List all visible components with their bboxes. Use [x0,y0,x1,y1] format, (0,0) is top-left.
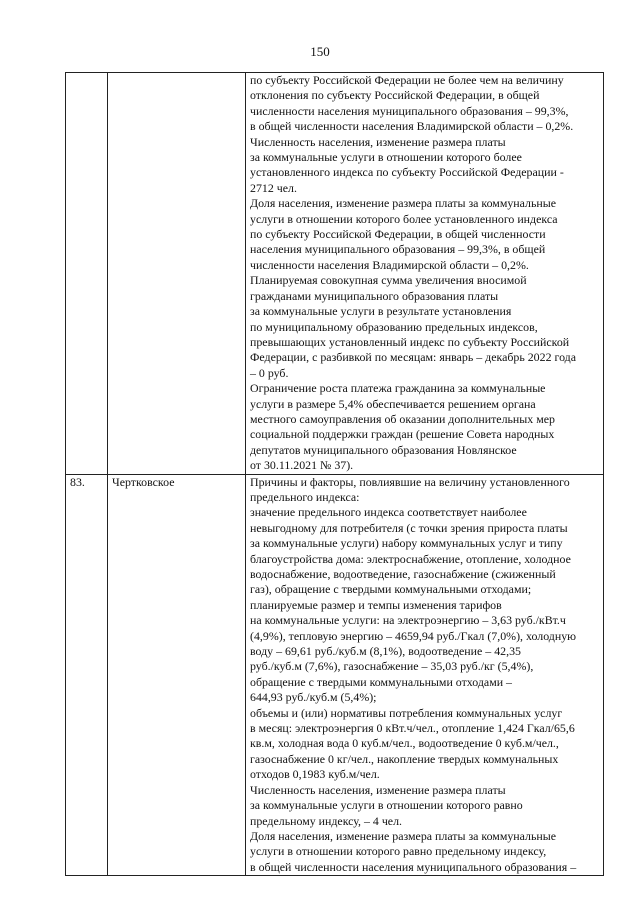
text-line: (4,9%), тепловую энергию – 4659,94 руб./Гкал (7,0%), холодную [250,628,577,643]
text-line: на коммунальные услуги: на электроэнергию – 3,63 руб./кВт.ч [250,613,566,628]
text-line: за коммунальные услуги в отношении которого более [250,150,522,165]
text-line: газ), обращение с твердыми коммунальными отходами; [250,582,532,597]
text-line: предельного индекса: [250,489,360,504]
text-line: гражданами муниципального образования платы [250,288,499,303]
description-cell [246,73,604,475]
page-number: 150 [310,44,330,59]
text-line: Численность населения, изменение размера платы [250,134,506,149]
text-line: отходов 0,1983 куб.м/чел. [250,767,380,782]
text-line: предельному индексу, – 4 чел. [250,813,402,828]
text-line: в общей численности населения муниципального образования – [250,859,577,874]
text-line: Планируемая совокупная сумма увеличения вносимой [250,273,527,288]
text-line: местного самоуправления об оказании дополнительных мер [250,411,555,426]
text-line: руб./куб.м (7,6%), газоснабжение – 35,03 руб./кг (5,4%), [250,659,534,674]
text-line: невыгодному для потребителя (с точки зрения прироста платы [250,520,568,535]
text-line: планируемые размер и темпы изменения тарифов [250,597,502,612]
row-number [66,73,108,475]
text-line: значение предельного индекса соответствует наиболее [250,505,527,520]
text-line: – 0 руб. [250,365,289,380]
text-line: по субъекту Российской Федерации не более чем на величину [250,73,564,87]
text-line: за коммунальные услуги в результате установления [250,304,512,319]
text-line: численности населения Владимирской области – 0,2%. [250,257,529,272]
text-line: благоустройства дома: электроснабжение, отопление, холодное [250,551,571,566]
text-line: водоснабжение, водоотведение, газоснабжение (сжиженный [250,567,556,581]
text-line: Доля населения, изменение размера платы за коммунальные [250,828,557,843]
text-line: за коммунальные услуги) набору коммунальных услуг и типу [250,536,563,551]
text-line: Причины и факторы, повлиявшие на величину установленного [250,474,570,489]
municipality-name [108,73,246,475]
text-line: численности населения муниципального образования – 99,3%, [250,103,569,118]
text-line: за коммунальные услуги в отношении которого равно [250,798,523,813]
text-line: населения муниципального образования – 99,3%, в общей [250,242,546,257]
text-line: объемы и (или) нормативы потребления коммунальных услуг [250,705,563,720]
table-row [66,73,604,475]
municipality-name: Чертковское [108,474,246,876]
text-line: от 30.11.2021 № 37). [250,458,354,473]
text-line: социальной поддержки граждан (решение Совета народных [250,427,555,442]
text-line: услуги в размере 5,4% обеспечивается решением органа [250,396,536,411]
text-line: по муниципальному образованию предельных индексов, [250,319,538,334]
text-line: Ограничение роста платежа гражданина за коммунальные [250,381,546,396]
indices-table [65,72,604,876]
text-line: депутатов муниципального образования Новлянское [250,442,517,457]
text-line: газоснабжение 0 кг/чел., накопление твердых коммунальных [250,751,559,766]
text-line: установленного индекса по субъекту Российской Федерации - [250,165,564,180]
text-line: услуги в отношении которого более установленного индекса [250,211,558,226]
text-line: воду – 69,61 руб./куб.м (8,1%), водоотведение – 42,35 [250,644,521,659]
text-line: 644,93 руб./куб.м (5,4%); [250,690,377,705]
text-line: в общей численности населения Владимирской области – 0,2%. [250,119,574,134]
text-line: Доля населения, изменение размера платы за коммунальные [250,196,557,211]
text-line: отклонения по субъекту Российской Федерации, в общей [250,88,540,103]
text-line: Численность населения, изменение размера платы [250,782,506,797]
text-line: обращение с твердыми коммунальными отходами – [250,674,512,689]
text-line: услуги в отношении которого равно предельному индексу, [250,844,547,859]
text-line: превышающих установленный индекс по субъекту Российской [250,334,570,349]
text-line: кв.м, холодная вода 0 куб.м/чел., водоотведение 0 куб.м/чел., [250,736,559,751]
row-number: 83. [66,474,108,876]
text-line: по субъекту Российской Федерации, в общей численности [250,227,546,242]
table-row [66,474,604,876]
description-cell [246,474,604,876]
text-line: в месяц: электроэнергия 0 кВт.ч/чел., отопление 1,424 Гкал/65,6 [250,721,575,736]
text-line: Федерации, с разбивкой по месяцам: январь – декабрь 2022 года [250,350,577,365]
text-line: 2712 чел. [250,180,297,195]
